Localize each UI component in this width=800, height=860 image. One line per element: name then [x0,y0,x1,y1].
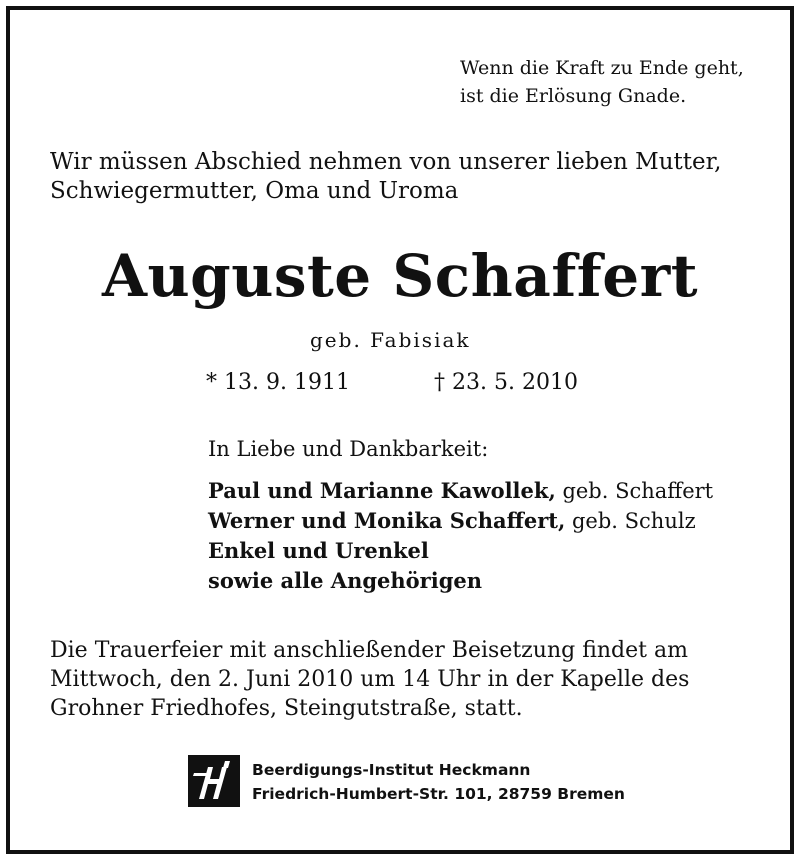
service-line-3: Grohner Friedhofes, Steingutstraße, statt. [50,696,523,721]
funeral-home-info [252,758,625,806]
heckmann-logo-icon [188,755,240,807]
mourner-names-2: Werner und Monika Schaffert, [208,508,566,533]
life-dates [206,370,578,395]
mourner-names-1: Paul und Marianne Kawollek, [208,478,556,503]
obituary-notice [6,6,794,854]
mourner-line-3 [208,536,713,566]
mourner-grandchildren: Enkel und Urenkel [208,538,429,563]
service-line-2: Mittwoch, den 2. Juni 2010 um 14 Uhr in der Kapelle des [50,667,690,692]
mourner-relatives: sowie alle Angehörigen [208,568,483,593]
mourner-line-4 [208,566,713,596]
mourners-heading: In Liebe und Dankbarkeit: [208,437,489,461]
motto-line-2: ist die Erlösung Gnade. [460,85,687,107]
mourner-maiden-2: geb. Schulz [565,509,696,533]
motto-line-1: Wenn die Kraft zu Ende geht, [460,57,744,79]
intro-line-2: Schwiegermutter, Oma und Uroma [50,178,459,204]
funeral-home-address: Friedrich-Humbert-Str. 101, 28759 Bremen [252,785,625,803]
mourner-line-1 [208,476,713,506]
funeral-home-name: Beerdigungs-Institut Heckmann [252,761,531,779]
mourner-line-2 [208,506,713,536]
mourners-list [208,476,713,596]
service-line-1: Die Trauerfeier mit anschließender Beisetzung findet am [50,638,688,663]
intro-line-1: Wir müssen Abschied nehmen von unserer lieben Mutter, [50,149,722,175]
death-date: † 23. 5. 2010 [434,370,578,395]
deceased-name: Auguste Schaffert [101,242,699,310]
maiden-name: geb. Fabisiak [310,328,471,352]
intro-text [50,148,721,206]
service-details [50,636,689,723]
birth-date: * 13. 9. 1911 [206,370,350,395]
funeral-home-logo [188,755,240,807]
mourner-maiden-1: geb. Schaffert [555,479,714,503]
motto [460,54,744,110]
